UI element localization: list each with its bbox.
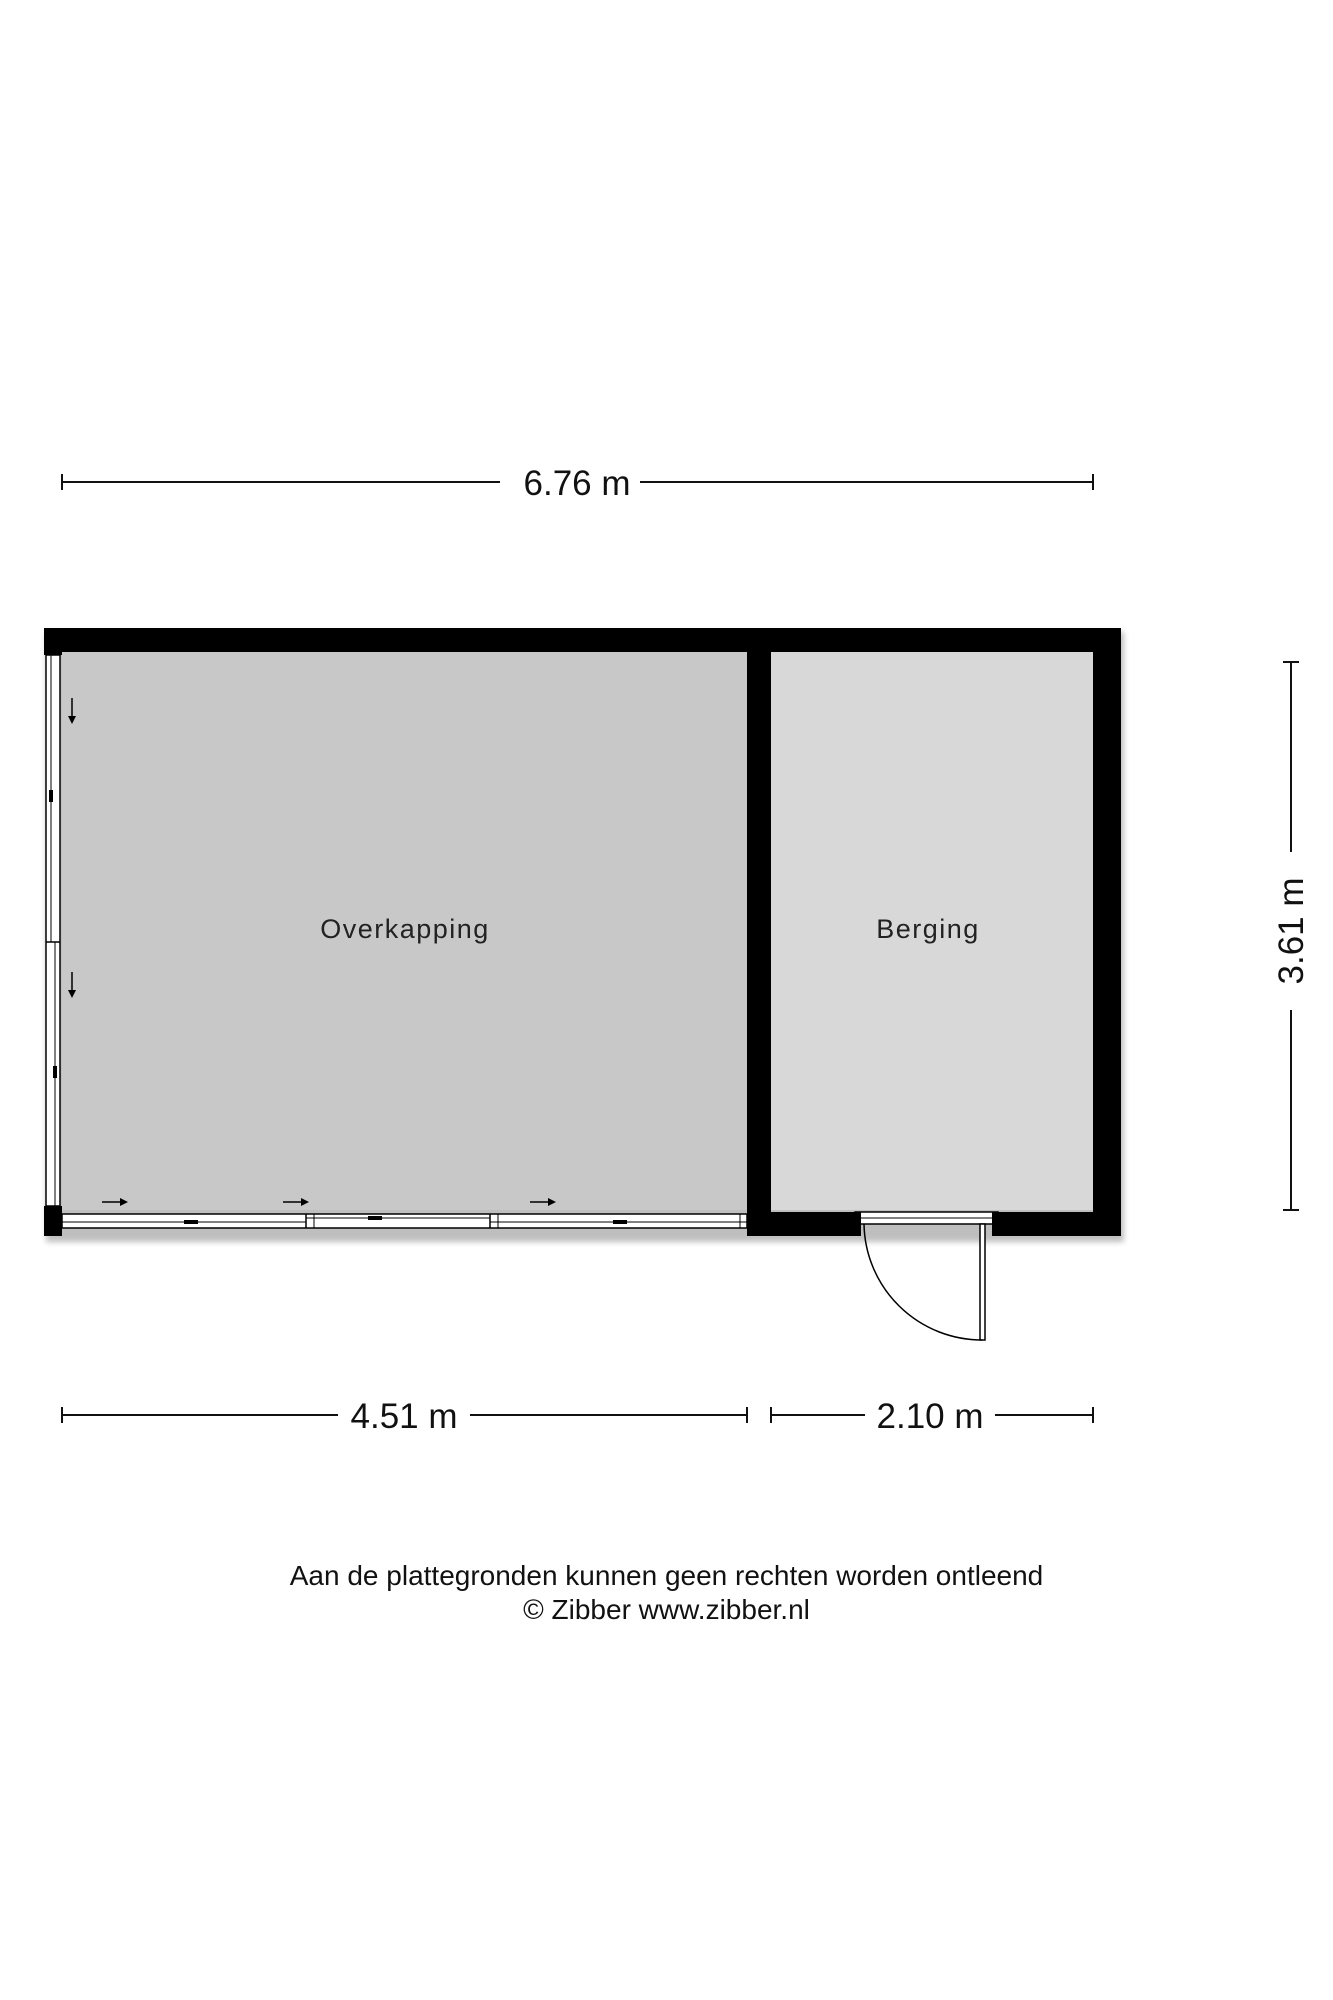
overkapping-width-label: 4.51 m — [350, 1397, 458, 1436]
dimension-total-width — [62, 464, 1093, 503]
depth-label: 3.61 m — [1272, 877, 1311, 985]
dimension-depth — [1272, 662, 1311, 1210]
total-width-label: 6.76 m — [523, 464, 631, 503]
copyright-text: © Zibber www.zibber.nl — [523, 1594, 810, 1625]
berging-width-label: 2.10 m — [876, 1397, 984, 1436]
disclaimer-text: Aan de plattegronden kunnen geen rechten worden ontleend — [289, 1560, 1044, 1591]
room-label-overkapping: Overkapping — [320, 914, 490, 944]
dimension-berging-width — [771, 1397, 1093, 1436]
dimension-overkapping-width — [62, 1397, 747, 1436]
room-label-berging: Berging — [876, 914, 980, 944]
